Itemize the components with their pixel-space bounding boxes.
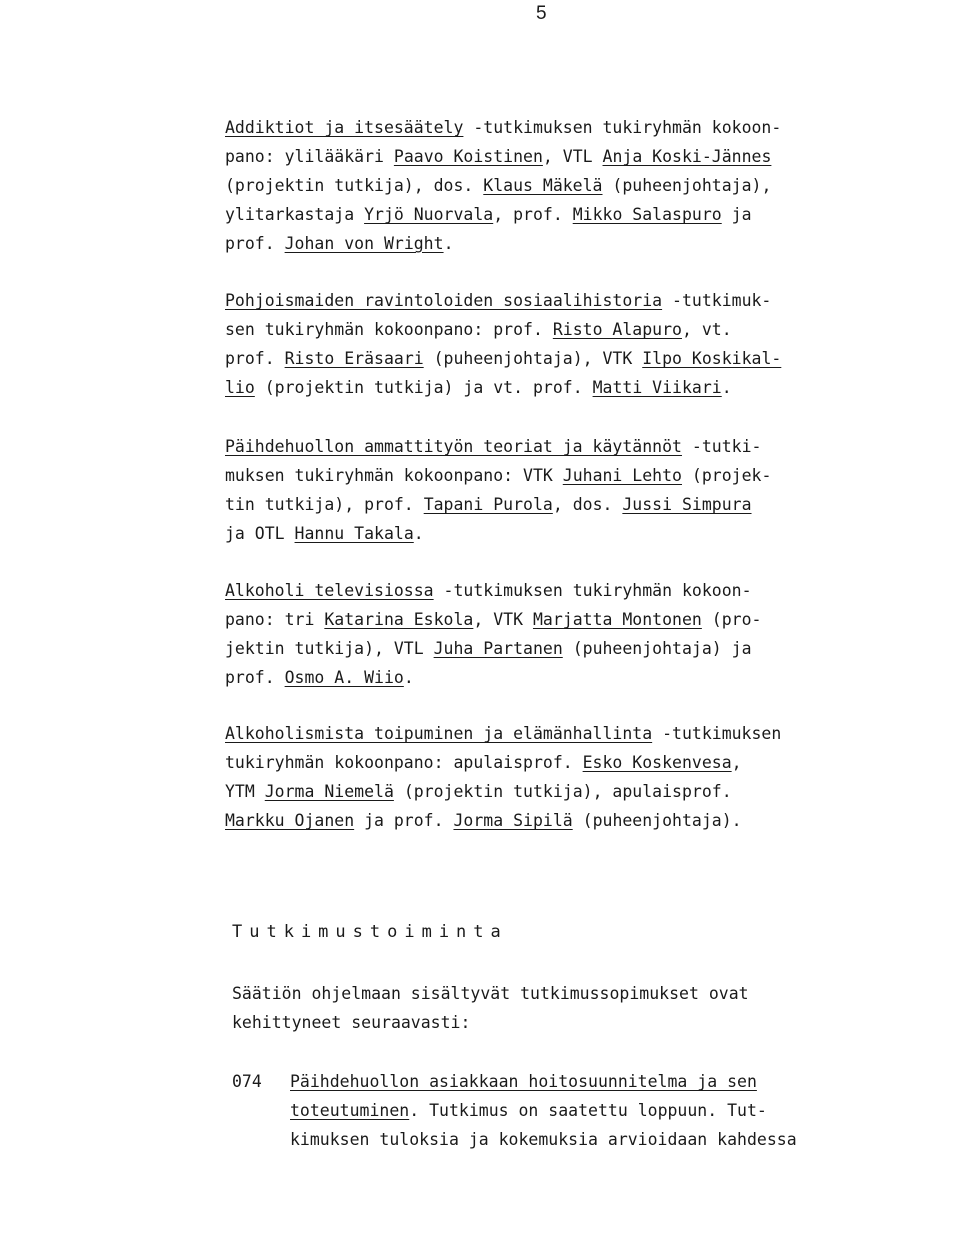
text: (projektin tutkija), apulaisprof. — [393, 782, 732, 801]
text: Säätiön ohjelmaan sisältyvät tutkimussopimukset ovat — [232, 984, 749, 1003]
text: sen tukiryhmän kokoonpano: prof. — [225, 320, 553, 339]
project-title: Pohjoismaiden ravintoloiden sosiaalihistoria — [225, 291, 663, 310]
project-title: Alkoholi televisiossa — [225, 581, 434, 600]
text: kehittyneet seuraavasti: — [232, 1013, 471, 1032]
text: prof. — [225, 234, 285, 253]
text: , VTL — [542, 147, 603, 166]
text: -tutki- — [681, 437, 762, 456]
text: (projektin tutkija) ja vt. prof. — [254, 378, 593, 397]
person-name: Jorma Sipilä — [453, 811, 573, 830]
page-number: 5 — [536, 3, 547, 24]
person-name: Risto Eräsaari — [284, 349, 424, 368]
person-name: Yrjö Nuorvala — [364, 205, 494, 224]
text: -tutkimuksen — [652, 724, 782, 743]
person-name: Risto Alapuro — [552, 320, 682, 339]
person-name: Hannu Takala — [294, 524, 414, 543]
person-name: Esko Koskenvesa — [582, 753, 732, 772]
text: ylitarkastaja — [225, 205, 365, 224]
item-body — [290, 1067, 890, 1154]
text: . Tutkimus on saatettu loppuun. Tut- — [409, 1101, 767, 1120]
text: (puheenjohtaja), — [602, 176, 772, 195]
text: (puheenjohtaja), VTK — [423, 349, 643, 368]
text: ja — [721, 205, 752, 224]
paragraph-paihdehuollon — [225, 432, 905, 548]
person-name: Katarina Eskola — [324, 610, 474, 629]
person-name: Johan von Wright — [284, 234, 444, 253]
project-title: toteutuminen — [290, 1101, 410, 1120]
paragraph-alkoholi-televisiossa — [225, 576, 905, 692]
person-name: lio — [225, 378, 255, 397]
person-name: Ilpo Koskikal- — [642, 349, 782, 368]
text: . — [443, 234, 454, 253]
person-name: Anja Koski-Jännes — [602, 147, 772, 166]
person-name: Paavo Koistinen — [393, 147, 543, 166]
person-name: Tapani Purola — [423, 495, 553, 514]
text: ja prof. — [354, 811, 454, 830]
text: (projek- — [681, 466, 772, 485]
text: pano: ylilääkäri — [225, 147, 394, 166]
person-name: Markku Ojanen — [225, 811, 355, 830]
project-title: Päihdehuollon asiakkaan hoitosuunnitelma ja sen — [290, 1072, 757, 1091]
text: , VTK — [473, 610, 533, 629]
text: , vt. — [681, 320, 732, 339]
text: prof. — [225, 668, 285, 687]
text: ja OTL — [225, 524, 295, 543]
item-number: 074 — [232, 1072, 262, 1091]
person-name: Jussi Simpura — [622, 495, 752, 514]
text: , — [731, 753, 742, 772]
text: tin tutkija), prof. — [225, 495, 424, 514]
text: muksen tukiryhmän kokoonpano: VTK — [225, 466, 563, 485]
project-title: Päihdehuollon ammattityön teoriat ja käytännöt — [225, 437, 682, 456]
person-name: Juhani Lehto — [562, 466, 682, 485]
text: (puheenjohtaja). — [572, 811, 742, 830]
person-name: Mikko Salaspuro — [572, 205, 722, 224]
paragraph-alkoholismista — [225, 719, 905, 835]
text: -tutkimuksen tukiryhmän kokoon- — [463, 118, 782, 137]
text: , prof. — [493, 205, 573, 224]
project-title: Alkoholismista toipuminen ja elämänhallinta — [225, 724, 653, 743]
text: jektin tutkija), VTL — [225, 639, 434, 658]
project-title: Addiktiot ja itsesäätely — [225, 118, 464, 137]
person-name: Marjatta Montonen — [532, 610, 702, 629]
text: -tutkimuksen tukiryhmän kokoon- — [433, 581, 752, 600]
text: , dos. — [552, 495, 623, 514]
person-name: Klaus Mäkelä — [483, 176, 603, 195]
paragraph-pohjoismaiden — [225, 286, 905, 402]
text: tukiryhmän kokoonpano: apulaisprof. — [225, 753, 583, 772]
text: YTM — [225, 782, 265, 801]
text: . — [413, 524, 424, 543]
text: kimuksen tuloksia ja kokemuksia arvioidaan kahdessa — [290, 1130, 797, 1149]
person-name: Matti Viikari — [592, 378, 722, 397]
paragraph-addiktiot — [225, 113, 905, 258]
person-name: Osmo A. Wiio — [284, 668, 404, 687]
text: (puheenjohtaja) ja — [562, 639, 752, 658]
person-name: Jorma Niemelä — [264, 782, 394, 801]
intro-paragraph — [232, 979, 912, 1037]
text: (projektin tutkija), dos. — [225, 176, 484, 195]
text: . — [403, 668, 414, 687]
section-heading: Tutkimustoiminta — [232, 922, 508, 942]
person-name: Juha Partanen — [433, 639, 563, 658]
text: (pro- — [701, 610, 762, 629]
text: pano: tri — [225, 610, 325, 629]
text: prof. — [225, 349, 285, 368]
text: . — [721, 378, 732, 397]
text: -tutkimuk- — [662, 291, 772, 310]
